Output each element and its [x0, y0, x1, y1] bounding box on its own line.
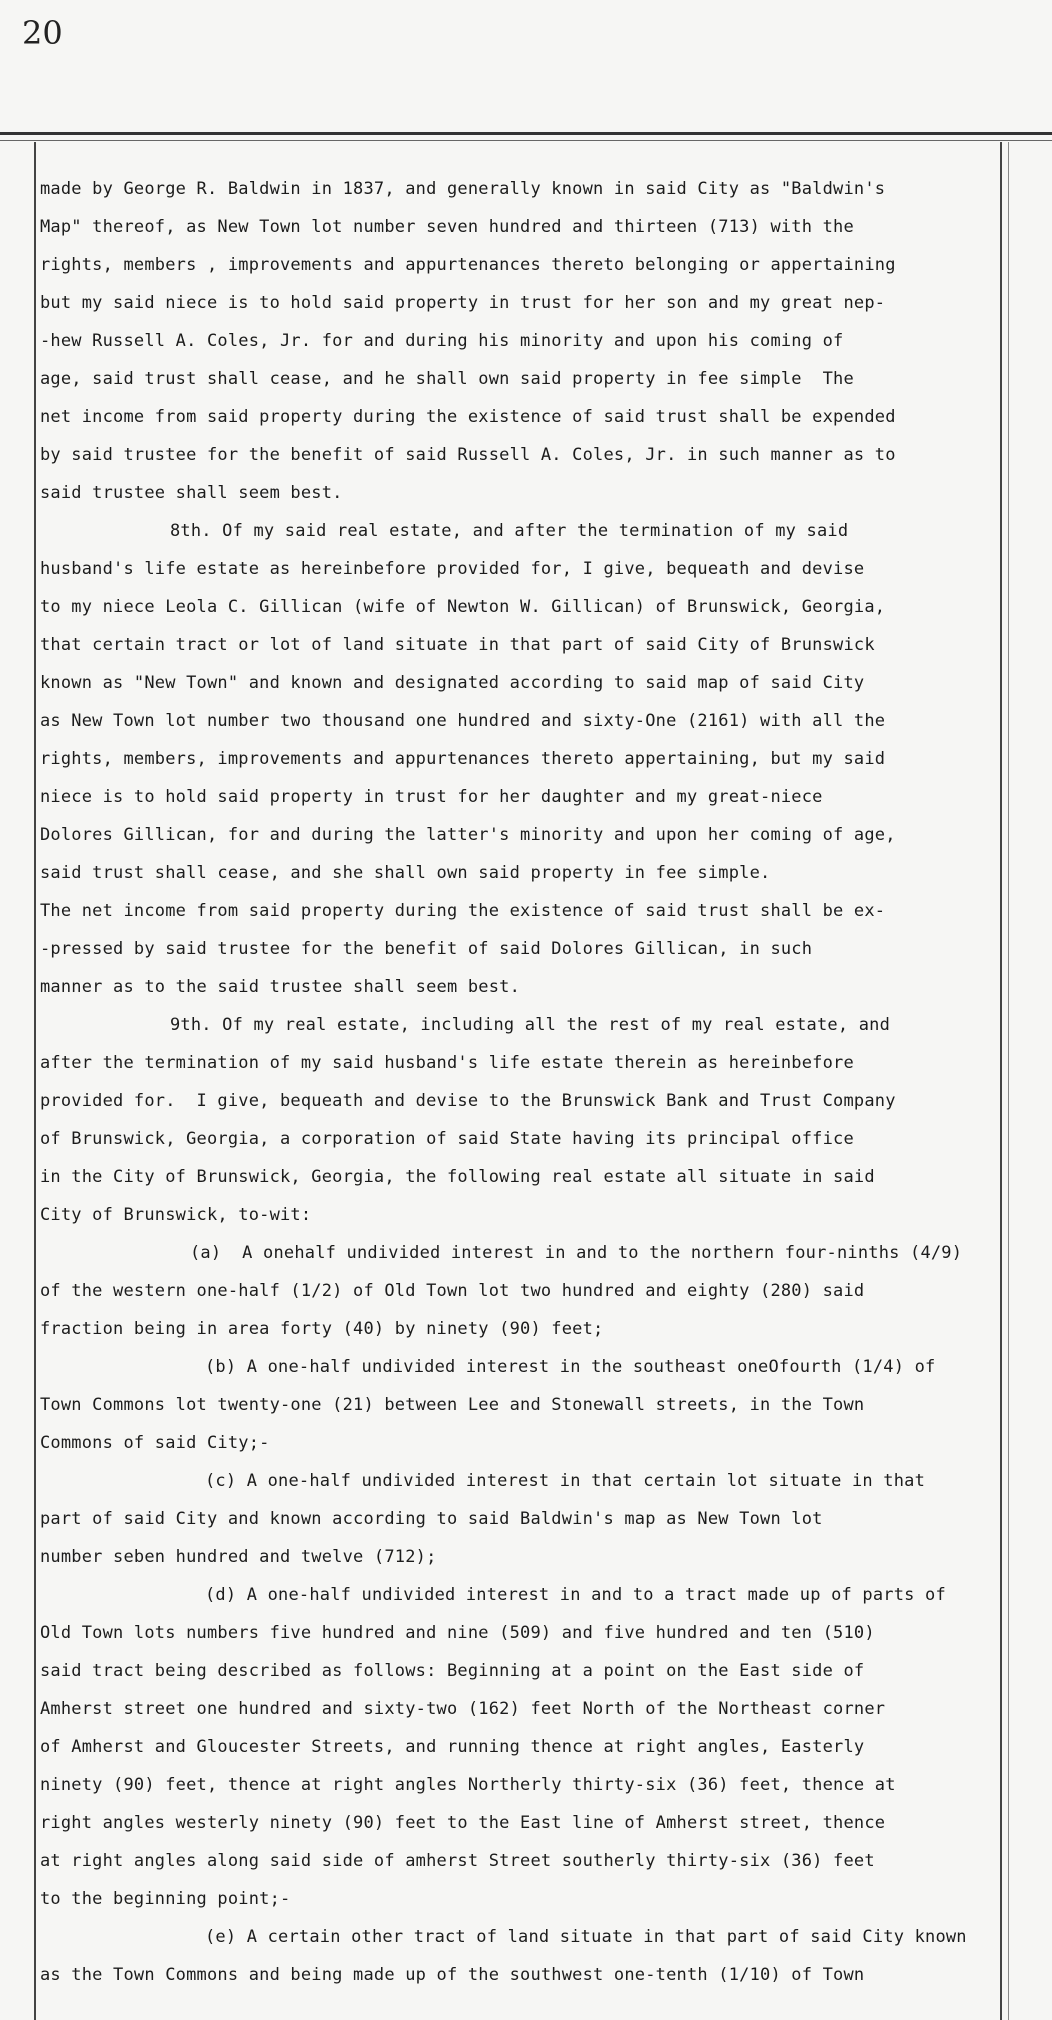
text-line: Dolores Gillican, for and during the latter's minority and upon her coming of age, — [40, 825, 896, 845]
text-line: Commons of said City;- — [40, 1433, 270, 1453]
text-line: said tract being described as follows: Beginning at a point on the East side of — [40, 1661, 865, 1681]
text-line: said trust shall cease, and she shall own said property in fee simple. — [40, 863, 771, 883]
text-line: niece is to hold said property in trust for her daughter and my great-niece — [40, 787, 823, 807]
text-line: at right angles along said side of amherst Street southerly thirty-six (36) feet — [40, 1851, 875, 1871]
text-line: Amherst street one hundred and sixty-two (162) feet North of the Northeast corner — [40, 1699, 886, 1719]
document-body — [40, 170, 998, 1994]
text-line: as New Town lot number two thousand one hundred and sixty-One (2161) with all the — [40, 711, 886, 731]
text-line: of Amherst and Gloucester Streets, and running thence at right angles, Easterly — [40, 1737, 865, 1757]
text-line: (d) A one-half undivided interest in and to a tract made up of parts of — [205, 1585, 946, 1605]
header-rule-thin — [0, 140, 1052, 141]
text-line: 9th. Of my real estate, including all the rest of my real estate, and — [170, 1015, 891, 1035]
header-rule — [0, 132, 1052, 135]
text-line: rights, members , improvements and appurtenances thereto belonging or appertaining — [40, 255, 896, 275]
text-line: fraction being in area forty (40) by ninety (90) feet; — [40, 1319, 604, 1339]
text-line: -pressed by said trustee for the benefit of said Dolores Gillican, in such — [40, 939, 813, 959]
text-line: (a) A onehalf undivided interest in and to the northern four-ninths (4/9) — [190, 1243, 963, 1263]
text-line: known as "New Town" and known and designated according to said map of said City — [40, 673, 865, 693]
text-line: to the beginning point;- — [40, 1889, 291, 1909]
text-line: in the City of Brunswick, Georgia, the following real estate all situate in said — [40, 1167, 875, 1187]
text-line: part of said City and known according to said Baldwin's map as New Town lot — [40, 1509, 823, 1529]
text-line: by said trustee for the benefit of said Russell A. Coles, Jr. in such manner as to — [40, 445, 896, 465]
right-margin-line — [1000, 142, 1002, 2020]
text-line: 8th. Of my said real estate, and after the termination of my said — [170, 521, 849, 541]
text-line: ninety (90) feet, thence at right angles Northerly thirty-six (36) feet, thence at — [40, 1775, 896, 1795]
text-line: but my said niece is to hold said property in trust for her son and my great nep- — [40, 293, 886, 313]
text-line: to my niece Leola C. Gillican (wife of Newton W. Gillican) of Brunswick, Georgia, — [40, 597, 886, 617]
text-line: of the western one-half (1/2) of Old Town lot two hundred and eighty (280) said — [40, 1281, 865, 1301]
text-line: as the Town Commons and being made up of the southwest one-tenth (1/10) of Town — [40, 1965, 865, 1985]
text-line: Old Town lots numbers five hundred and nine (509) and five hundred and ten (510) — [40, 1623, 875, 1643]
text-line: age, said trust shall cease, and he shall own said property in fee simple The — [40, 369, 854, 389]
text-line: after the termination of my said husband's life estate therein as hereinbefore — [40, 1053, 854, 1073]
text-line: (c) A one-half undivided interest in that certain lot situate in that — [205, 1471, 926, 1491]
text-line: City of Brunswick, to-wit: — [40, 1205, 312, 1225]
text-line: Town Commons lot twenty-one (21) between Lee and Stonewall streets, in the Town — [40, 1395, 865, 1415]
text-line: net income from said property during the existence of said trust shall be expended — [40, 407, 896, 427]
text-line: (e) A certain other tract of land situate in that part of said City known — [205, 1927, 967, 1947]
text-line: -hew Russell A. Coles, Jr. for and during his minority and upon his coming of — [40, 331, 844, 351]
left-margin-line — [34, 142, 36, 2020]
text-line: manner as to the said trustee shall seem best. — [40, 977, 521, 997]
text-line: husband's life estate as hereinbefore provided for, I give, bequeath and devise — [40, 559, 865, 579]
text-line: The net income from said property during the existence of said trust shall be ex- — [40, 901, 886, 921]
text-line: Map" thereof, as New Town lot number seven hundred and thirteen (713) with the — [40, 217, 854, 237]
text-line: that certain tract or lot of land situate in that part of said City of Brunswick — [40, 635, 875, 655]
text-line: said trustee shall seem best. — [40, 483, 343, 503]
text-line: number seben hundred and twelve (712); — [40, 1547, 437, 1567]
text-line: (b) A one-half undivided interest in the southeast oneOfourth (1/4) of — [205, 1357, 936, 1377]
text-line: made by George R. Baldwin in 1837, and generally known in said City as "Baldwin's — [40, 179, 886, 199]
text-line: rights, members, improvements and appurtenances thereto appertaining, but my said — [40, 749, 886, 769]
page-number: 20 — [22, 14, 63, 52]
right-margin-line-thin — [1008, 142, 1009, 2020]
text-line: provided for. I give, bequeath and devise to the Brunswick Bank and Trust Company — [40, 1091, 896, 1111]
text-line: of Brunswick, Georgia, a corporation of said State having its principal office — [40, 1129, 854, 1149]
text-line: right angles westerly ninety (90) feet to the East line of Amherst street, thence — [40, 1813, 886, 1833]
